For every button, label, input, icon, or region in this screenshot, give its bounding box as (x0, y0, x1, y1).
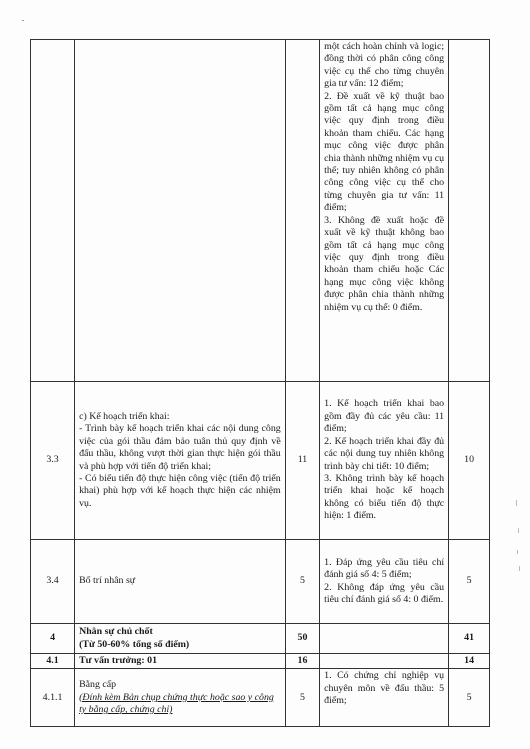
row-content-note: (Đính kèm Bản chụp chứng thực hoặc sao y công ty bằng cấp, chứng chỉ) (79, 691, 274, 716)
row-score: 5 (285, 669, 319, 727)
row-criteria (320, 654, 449, 669)
row-score: 16 (285, 654, 319, 669)
table-row (31, 624, 490, 654)
row-score: 50 (285, 624, 319, 654)
row-score: 5 (285, 540, 319, 624)
row-code: 3.4 (31, 540, 75, 624)
row-criteria: 1. Kế hoạch triển khai bao gồm đầy đủ các yêu cầu: 11 điểm; 2. Kế hoạch triển khai đầy đủ các nội dung tuy nhiên không trình bày chi tiết: 10 điểm; 3. Không trình bày kế hoạch triển khai hoặc kế hoạch không có biểu tiến độ thực hiện: 1 điểm. (320, 382, 449, 540)
table-row (31, 40, 490, 382)
table-row (31, 654, 490, 669)
scan-mark (516, 500, 517, 506)
row-criteria (320, 624, 449, 654)
row-result: 41 (449, 624, 490, 654)
table-row (31, 669, 490, 727)
table-row (31, 382, 490, 540)
scan-mark (517, 550, 518, 554)
scan-mark (518, 528, 519, 533)
row-content: Nhân sự chủ chốt (Từ 50-60% tổng số điểm) (75, 624, 286, 654)
scan-mark (519, 566, 520, 571)
row-code: 3.3 (31, 382, 75, 540)
row-criteria: một cách hoàn chỉnh và logic; đồng thời có phân công công việc cụ thể cho từng chuyên gia tư vấn: 12 điểm; 2. Đề xuất về kỹ thuật bao gồm tất cả hạng mục công việc quy định trong điều khoản tham chiếu. Các hạng mục công việc được phân chia thành những nhiệm vụ cụ thể; tuy nhiên không có phân công công việc cụ thể cho từng chuyên gia tư vấn: 11 điểm; 3. Không đề xuất hoặc đề xuất về kỹ thuật không bao gồm tất cả hạng mục công việc quy định trong điều khoản tham chiếu hoặc Các hạng mục công việc không được phân chia thành những nhiệm vụ cụ thể: 0 điểm. (320, 40, 449, 382)
row-code: 4.1 (31, 654, 75, 669)
row-result: 5 (449, 669, 490, 727)
row-code (31, 40, 75, 382)
row-criteria: 1. Có chứng chỉ nghiệp vụ chuyên môn về đấu thầu: 5 điểm; (320, 669, 449, 727)
row-score (285, 40, 319, 382)
row-result (449, 40, 490, 382)
row-criteria: 1. Đáp ứng yêu cầu tiêu chí đánh giá số 4: 5 điểm; 2. Không đáp ứng yêu cầu tiêu chí đánh giá số 4: 0 điểm. (320, 540, 449, 624)
row-content: c) Kế hoạch triển khai: - Trình bày kế hoạch triển khai các nội dung công việc của gói thầu đảm bảo tuân thủ quy định về đấu thầu, không vượt thời gian thực hiện gói thầu và phù hợp với tiến độ triển khai; - Có biểu tiến độ thực hiện công việc (tiến độ triển khai) phù hợp với kế hoạch thực hiện các nhiệm vụ. (75, 382, 286, 540)
row-code: 4 (31, 624, 75, 654)
row-result: 5 (449, 540, 490, 624)
row-content (75, 40, 286, 382)
row-result: 14 (449, 654, 490, 669)
row-score: 11 (285, 382, 319, 540)
row-content: Tư vấn trưởng: 01 (75, 654, 286, 669)
row-result: 10 (449, 382, 490, 540)
row-code: 4.1.1 (31, 669, 75, 727)
row-content-cell (75, 669, 286, 727)
table-row (31, 540, 490, 624)
evaluation-table (30, 39, 490, 727)
row-content: Bằng cấp (79, 679, 117, 691)
row-content: Bố trí nhân sự (75, 540, 286, 624)
scan-mark (22, 20, 24, 21)
